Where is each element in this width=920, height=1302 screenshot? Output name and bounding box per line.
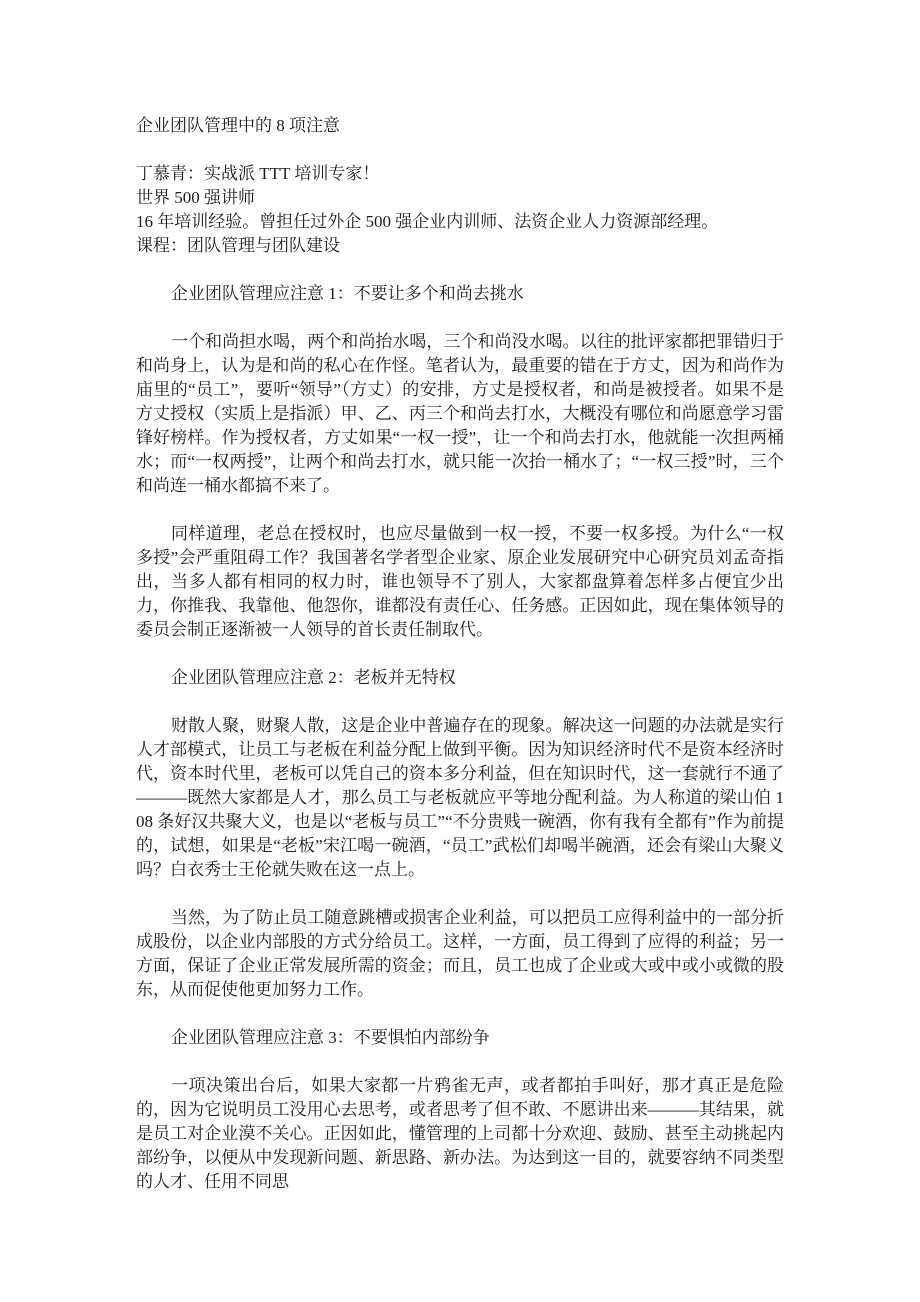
section-3-paragraph-1: 一项决策出台后，如果大家都一片鸦雀无声，或者都拍手叫好，那才真正是危险的，因为它说明员工没用心去思考，或者思考了但不敢、不愿讲出来———其结果，就是员工对企业漠不关心。正因如此，懂管理的上司都十分欢迎、鼓励、甚至主动挑起内部纷争，以便从中发现新问题、新思路、新办法。为达到这一目的，就要容纳不同类型的人才、任用不同思 — [136, 1076, 784, 1191]
section-3-heading: 企业团队管理应注意 3：不要惧怕内部纷争 — [171, 1028, 490, 1047]
document-body — [136, 114, 784, 1218]
section-2-heading: 企业团队管理应注意 2：老板并无特权 — [171, 668, 456, 687]
byline-block — [136, 162, 784, 258]
section-1-paragraph-1: 一个和尚担水喝，两个和尚抬水喝，三个和尚没水喝。以往的批评家都把罪错归于和尚身上，认为是和尚的私心在作怪。笔者认为，最重要的错在于方丈，因为和尚作为庙里的“员工”，要听“领导”（方丈）的安排，方丈是授权者，和尚是被授者。如果不是方丈授权（实质上是指派）甲、乙、丙三个和尚去打水，大概没有哪位和尚愿意学习雷锋好榜样。作为授权者，方丈如果“一权一授”，让一个和尚去打水，他就能一次担两桶水；而“一权两授”，让两个和尚去打水，就只能一次抬一桶水了；“一权三授”时，三个和尚连一桶水都搞不来了。 — [136, 332, 784, 495]
byline-course: 课程：团队管理与团队建设 — [136, 236, 340, 255]
section-2-paragraph-1: 财散人聚，财聚人散，这是企业中普遍存在的现象。解决这一问题的办法就是实行人才部模式，让员工与老板在利益分配上做到平衡。因为知识经济时代不是资本经济时代，资本时代里，老板可以凭自己的资本多分利益，但在知识时代，这一套就行不通了———既然大家都是人才，那么员工与老板就应平等地分配利益。为人称道的梁山伯 108 条好汉共聚大义，也是以“老板与员工”“不分贵贱一碗酒，你有我有全都有”作为前提的，试想，如果是“老板”宋江喝一碗酒，“员工”武松们却喝半碗酒，还会有梁山大聚义吗？白衣秀士王伦就失败在这一点上。 — [136, 716, 784, 879]
section-1-paragraph-2: 同样道理，老总在授权时，也应尽量做到一权一授，不要一权多授。为什么“一权多授”会严重阻碍工作？我国著名学者型企业家、原企业发展研究中心研究员刘孟奇指出，当多人都有相同的权力时，谁也领导不了别人，大家都盘算着怎样多占便宜少出力，你推我、我靠他、他怨你，谁都没有责任心、任务感。正因如此，现在集体领导的委员会制正逐渐被一人领导的首长责任制取代。 — [136, 524, 784, 639]
byline-credential-2: 16 年培训经验。曾担任过外企 500 强企业内训师、法资企业人力资源部经理。 — [136, 212, 719, 231]
byline-author: 丁慕青：实战派 TTT 培训专家！ — [136, 164, 380, 183]
byline-credential-1: 世界 500 强讲师 — [136, 188, 255, 207]
section-2-paragraph-2: 当然，为了防止员工随意跳槽或损害企业利益，可以把员工应得利益中的一部分折成股份，以企业内部股的方式分给员工。这样，一方面，员工得到了应得的利益；另一方面，保证了企业正常发展所需的资金；而且，员工也成了企业或大或中或小或微的股东，从而促使他更加努力工作。 — [136, 908, 784, 999]
page-title: 企业团队管理中的 8 项注意 — [136, 116, 340, 135]
section-1-heading: 企业团队管理应注意 1：不要让多个和尚去挑水 — [171, 284, 524, 303]
